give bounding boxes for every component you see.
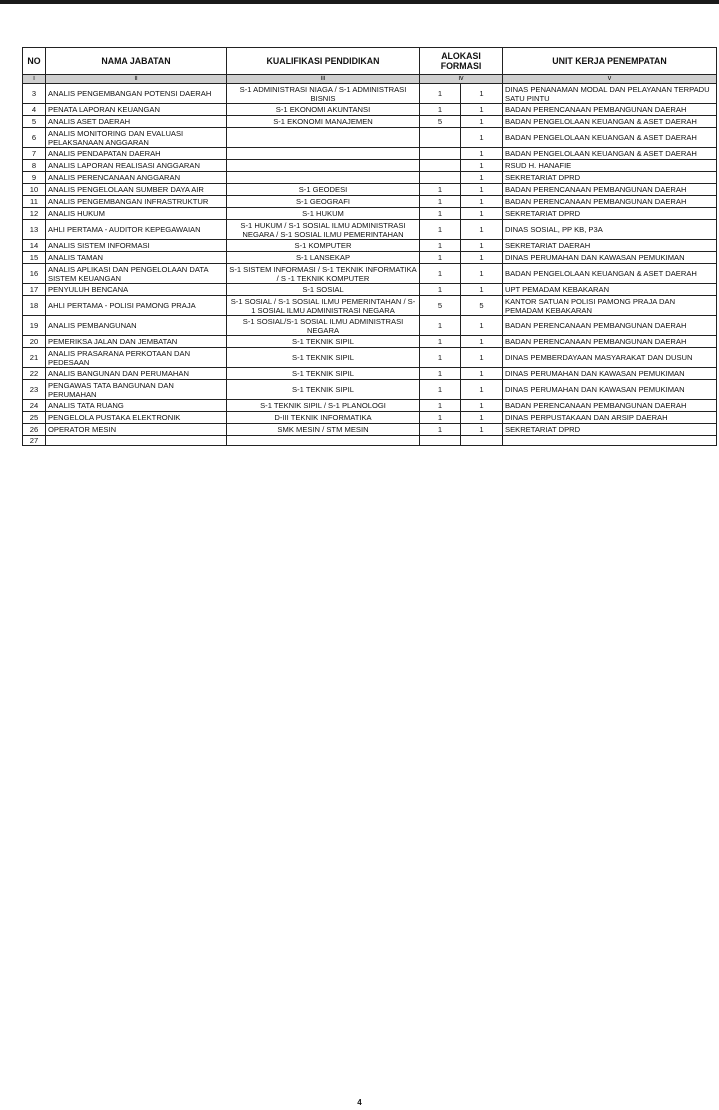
table-row [23,368,717,380]
nama-jabatan-cell: ANALIS ASET DAERAH [46,116,227,128]
table-row [23,116,717,128]
formasi-table [22,47,717,446]
alokasi-formasi-cell: 1 [461,172,503,184]
nama-jabatan-cell: ANALIS TATA RUANG [46,400,227,412]
unit-kerja-cell: BADAN PERENCANAAN PEMBANGUNAN DAERAH [503,400,717,412]
alokasi-kebutuhan-cell: 1 [420,400,461,412]
row-number: 13 [23,220,46,240]
alokasi-formasi-cell: 1 [461,220,503,240]
table-row [23,284,717,296]
unit-kerja-cell: DINAS PEMBERDAYAAN MASYARAKAT DAN DUSUN [503,348,717,368]
roman-label: iii [227,75,420,84]
alokasi-kebutuhan-cell: 1 [420,424,461,436]
nama-jabatan-cell [46,436,227,446]
nama-jabatan-cell: ANALIS TAMAN [46,252,227,264]
table-row [23,348,717,368]
col-header-kualifikasi: KUALIFIKASI PENDIDIKAN [227,48,420,75]
nama-jabatan-cell: ANALIS PENGEMBANGAN POTENSI DAERAH [46,84,227,104]
nama-jabatan-cell: OPERATOR MESIN [46,424,227,436]
alokasi-formasi-cell [461,436,503,446]
kualifikasi-cell [227,128,420,148]
table-row [23,336,717,348]
unit-kerja-cell: DINAS SOSIAL, PP KB, P3A [503,220,717,240]
alokasi-formasi-cell: 1 [461,252,503,264]
alokasi-kebutuhan-cell: 1 [420,252,461,264]
nama-jabatan-cell: PEMERIKSA JALAN DAN JEMBATAN [46,336,227,348]
row-number: 18 [23,296,46,316]
row-number: 8 [23,160,46,172]
unit-kerja-cell: BADAN PERENCANAAN PEMBANGUNAN DAERAH [503,316,717,336]
kualifikasi-cell: S-1 LANSEKAP [227,252,420,264]
alokasi-kebutuhan-cell: 1 [420,412,461,424]
alokasi-kebutuhan-cell: 1 [420,240,461,252]
alokasi-formasi-cell: 1 [461,424,503,436]
unit-kerja-cell: SEKRETARIAT DPRD [503,208,717,220]
table-row [23,424,717,436]
table-row [23,84,717,104]
row-number: 3 [23,84,46,104]
col-header-nama-jabatan: NAMA JABATAN [46,48,227,75]
row-number: 4 [23,104,46,116]
row-number: 14 [23,240,46,252]
unit-kerja-cell: BADAN PERENCANAAN PEMBANGUNAN DAERAH [503,336,717,348]
roman-label: i [23,75,46,84]
kualifikasi-cell: D-III TEKNIK INFORMATIKA [227,412,420,424]
alokasi-formasi-cell: 1 [461,128,503,148]
kualifikasi-cell: S-1 TEKNIK SIPIL [227,348,420,368]
alokasi-kebutuhan-cell [420,160,461,172]
alokasi-kebutuhan-cell: 1 [420,104,461,116]
row-number: 24 [23,400,46,412]
kualifikasi-cell [227,436,420,446]
alokasi-kebutuhan-cell: 5 [420,116,461,128]
kualifikasi-cell: S-1 SOSIAL / S-1 SOSIAL ILMU PEMERINTAHAN / S-1 SOSIAL ILMU ADMINISTRASI NEGARA [227,296,420,316]
row-number: 26 [23,424,46,436]
unit-kerja-cell: DINAS PENANAMAN MODAL DAN PELAYANAN TERPADU SATU PINTU [503,84,717,104]
row-number: 17 [23,284,46,296]
row-number: 25 [23,412,46,424]
table-row [23,296,717,316]
kualifikasi-cell: S-1 HUKUM / S-1 SOSIAL ILMU ADMINISTRASI NEGARA / S-1 SOSIAL ILMU PEMERINTAHAN [227,220,420,240]
nama-jabatan-cell: ANALIS PENGELOLAAN SUMBER DAYA AIR [46,184,227,196]
top-edge-bar [0,0,719,4]
alokasi-formasi-cell: 1 [461,412,503,424]
alokasi-kebutuhan-cell: 1 [420,84,461,104]
table-row [23,104,717,116]
alokasi-kebutuhan-cell: 1 [420,284,461,296]
kualifikasi-cell: S-1 TEKNIK SIPIL [227,368,420,380]
col-header-no: NO [23,48,46,75]
kualifikasi-cell: S-1 KOMPUTER [227,240,420,252]
row-number: 22 [23,368,46,380]
nama-jabatan-cell: ANALIS PENGEMBANGAN INFRASTRUKTUR [46,196,227,208]
table-row [23,208,717,220]
table-row [23,148,717,160]
unit-kerja-cell: UPT PEMADAM KEBAKARAN [503,284,717,296]
alokasi-kebutuhan-cell [420,172,461,184]
col-header-alokasi: ALOKASI FORMASI [420,48,503,75]
table-row [23,380,717,400]
roman-label: v [503,75,717,84]
nama-jabatan-cell: ANALIS HUKUM [46,208,227,220]
col-header-unit-kerja: UNIT KERJA PENEMPATAN [503,48,717,75]
alokasi-formasi-cell: 1 [461,116,503,128]
alokasi-formasi-cell: 5 [461,296,503,316]
kualifikasi-cell: S-1 SOSIAL [227,284,420,296]
alokasi-kebutuhan-cell: 1 [420,184,461,196]
table-row [23,240,717,252]
kualifikasi-cell: SMK MESIN / STM MESIN [227,424,420,436]
nama-jabatan-cell: AHLI PERTAMA - POLISI PAMONG PRAJA [46,296,227,316]
kualifikasi-cell [227,148,420,160]
nama-jabatan-cell: PENATA LAPORAN KEUANGAN [46,104,227,116]
alokasi-formasi-cell: 1 [461,400,503,412]
nama-jabatan-cell: AHLI PERTAMA - AUDITOR KEPEGAWAIAN [46,220,227,240]
unit-kerja-cell: SEKRETARIAT DPRD [503,424,717,436]
row-number: 20 [23,336,46,348]
nama-jabatan-cell: ANALIS PERENCANAAN ANGGARAN [46,172,227,184]
unit-kerja-cell: BADAN PENGELOLAAN KEUANGAN & ASET DAERAH [503,116,717,128]
unit-kerja-cell: BADAN PERENCANAAN PEMBANGUNAN DAERAH [503,196,717,208]
alokasi-kebutuhan-cell: 1 [420,220,461,240]
alokasi-formasi-cell: 1 [461,184,503,196]
roman-label: iv [420,75,503,84]
nama-jabatan-cell: PENGAWAS TATA BANGUNAN DAN PERUMAHAN [46,380,227,400]
table-row [23,184,717,196]
table-row [23,220,717,240]
unit-kerja-cell: DINAS PERPUSTAKAAN DAN ARSIP DAERAH [503,412,717,424]
alokasi-kebutuhan-cell: 1 [420,208,461,220]
row-number: 9 [23,172,46,184]
alokasi-kebutuhan-cell: 1 [420,264,461,284]
kualifikasi-cell: S-1 GEOGRAFI [227,196,420,208]
table-row [23,252,717,264]
page-number: 4 [357,1098,362,1107]
unit-kerja-cell: BADAN PERENCANAAN PEMBANGUNAN DAERAH [503,184,717,196]
nama-jabatan-cell: ANALIS PRASARANA PERKOTAAN DAN PEDESAAN [46,348,227,368]
alokasi-kebutuhan-cell [420,128,461,148]
row-number: 23 [23,380,46,400]
alokasi-formasi-cell: 1 [461,380,503,400]
alokasi-formasi-cell: 1 [461,104,503,116]
alokasi-kebutuhan-cell: 1 [420,316,461,336]
unit-kerja-cell: BADAN PENGELOLAAN KEUANGAN & ASET DAERAH [503,128,717,148]
alokasi-formasi-cell: 1 [461,368,503,380]
unit-kerja-cell: RSUD H. HANAFIE [503,160,717,172]
alokasi-formasi-cell: 1 [461,240,503,252]
unit-kerja-cell: BADAN PENGELOLAAN KEUANGAN & ASET DAERAH [503,264,717,284]
kualifikasi-cell [227,160,420,172]
unit-kerja-cell: SEKRETARIAT DAERAH [503,240,717,252]
nama-jabatan-cell: ANALIS PEMBANGUNAN [46,316,227,336]
nama-jabatan-cell: ANALIS BANGUNAN DAN PERUMAHAN [46,368,227,380]
kualifikasi-cell: S-1 EKONOMI MANAJEMEN [227,116,420,128]
kualifikasi-cell [227,172,420,184]
row-number: 11 [23,196,46,208]
row-number: 7 [23,148,46,160]
unit-kerja-cell [503,436,717,446]
row-number: 10 [23,184,46,196]
nama-jabatan-cell: ANALIS SISTEM INFORMASI [46,240,227,252]
alokasi-formasi-cell: 1 [461,264,503,284]
nama-jabatan-cell: PENYULUH BENCANA [46,284,227,296]
kualifikasi-cell: S-1 TEKNIK SIPIL / S-1 PLANOLOGI [227,400,420,412]
unit-kerja-cell: BADAN PERENCANAAN PEMBANGUNAN DAERAH [503,104,717,116]
unit-kerja-cell: DINAS PERUMAHAN DAN KAWASAN PEMUKIMAN [503,380,717,400]
unit-kerja-cell: SEKRETARIAT DPRD [503,172,717,184]
kualifikasi-cell: S-1 GEODESI [227,184,420,196]
table-row [23,264,717,284]
row-number: 5 [23,116,46,128]
table-row [23,196,717,208]
kualifikasi-cell: S-1 SOSIAL/S-1 SOSIAL ILMU ADMINISTRASI NEGARA [227,316,420,336]
unit-kerja-cell: DINAS PERUMAHAN DAN KAWASAN PEMUKIMAN [503,368,717,380]
row-number: 15 [23,252,46,264]
table-row [23,172,717,184]
nama-jabatan-cell: PENGELOLA PUSTAKA ELEKTRONIK [46,412,227,424]
kualifikasi-cell: S-1 EKONOMI AKUNTANSI [227,104,420,116]
table-row [23,316,717,336]
alokasi-formasi-cell: 1 [461,336,503,348]
table-row [23,160,717,172]
unit-kerja-cell: BADAN PENGELOLAAN KEUANGAN & ASET DAERAH [503,148,717,160]
nama-jabatan-cell: ANALIS LAPORAN REALISASI ANGGARAN [46,160,227,172]
alokasi-kebutuhan-cell: 1 [420,380,461,400]
nama-jabatan-cell: ANALIS PENDAPATAN DAERAH [46,148,227,160]
alokasi-formasi-cell: 1 [461,196,503,208]
alokasi-formasi-cell: 1 [461,316,503,336]
unit-kerja-cell: KANTOR SATUAN POLISI PAMONG PRAJA DAN PEMADAM KEBAKARAN [503,296,717,316]
alokasi-kebutuhan-cell: 1 [420,348,461,368]
row-number: 27 [23,436,46,446]
row-number: 16 [23,264,46,284]
table-row [23,400,717,412]
header-row [23,48,717,75]
roman-label: ii [46,75,227,84]
alokasi-formasi-cell: 1 [461,160,503,172]
alokasi-formasi-cell: 1 [461,148,503,160]
row-number: 6 [23,128,46,148]
alokasi-kebutuhan-cell: 5 [420,296,461,316]
alokasi-formasi-cell: 1 [461,208,503,220]
alokasi-kebutuhan-cell [420,148,461,160]
kualifikasi-cell: S-1 ADMINISTRASI NIAGA / S-1 ADMINISTRASI BISNIS [227,84,420,104]
alokasi-formasi-cell: 1 [461,348,503,368]
nama-jabatan-cell: ANALIS MONITORING DAN EVALUASI PELAKSANAAN ANGGARAN [46,128,227,148]
alokasi-kebutuhan-cell: 1 [420,336,461,348]
roman-numeral-row [23,75,717,84]
kualifikasi-cell: S-1 HUKUM [227,208,420,220]
kualifikasi-cell: S-1 TEKNIK SIPIL [227,336,420,348]
row-number: 19 [23,316,46,336]
alokasi-formasi-cell: 1 [461,84,503,104]
row-number: 12 [23,208,46,220]
table-row [23,436,717,446]
table-row [23,412,717,424]
alokasi-kebutuhan-cell [420,436,461,446]
row-number: 21 [23,348,46,368]
kualifikasi-cell: S-1 SISTEM INFORMASI / S-1 TEKNIK INFORMATIKA / S -1 TEKNIK KOMPUTER [227,264,420,284]
nama-jabatan-cell: ANALIS APLIKASI DAN PENGELOLAAN DATA SISTEM KEUANGAN [46,264,227,284]
alokasi-kebutuhan-cell: 1 [420,368,461,380]
kualifikasi-cell: S-1 TEKNIK SIPIL [227,380,420,400]
unit-kerja-cell: DINAS PERUMAHAN DAN KAWASAN PEMUKIMAN [503,252,717,264]
alokasi-formasi-cell: 1 [461,284,503,296]
table-row [23,128,717,148]
alokasi-kebutuhan-cell: 1 [420,196,461,208]
